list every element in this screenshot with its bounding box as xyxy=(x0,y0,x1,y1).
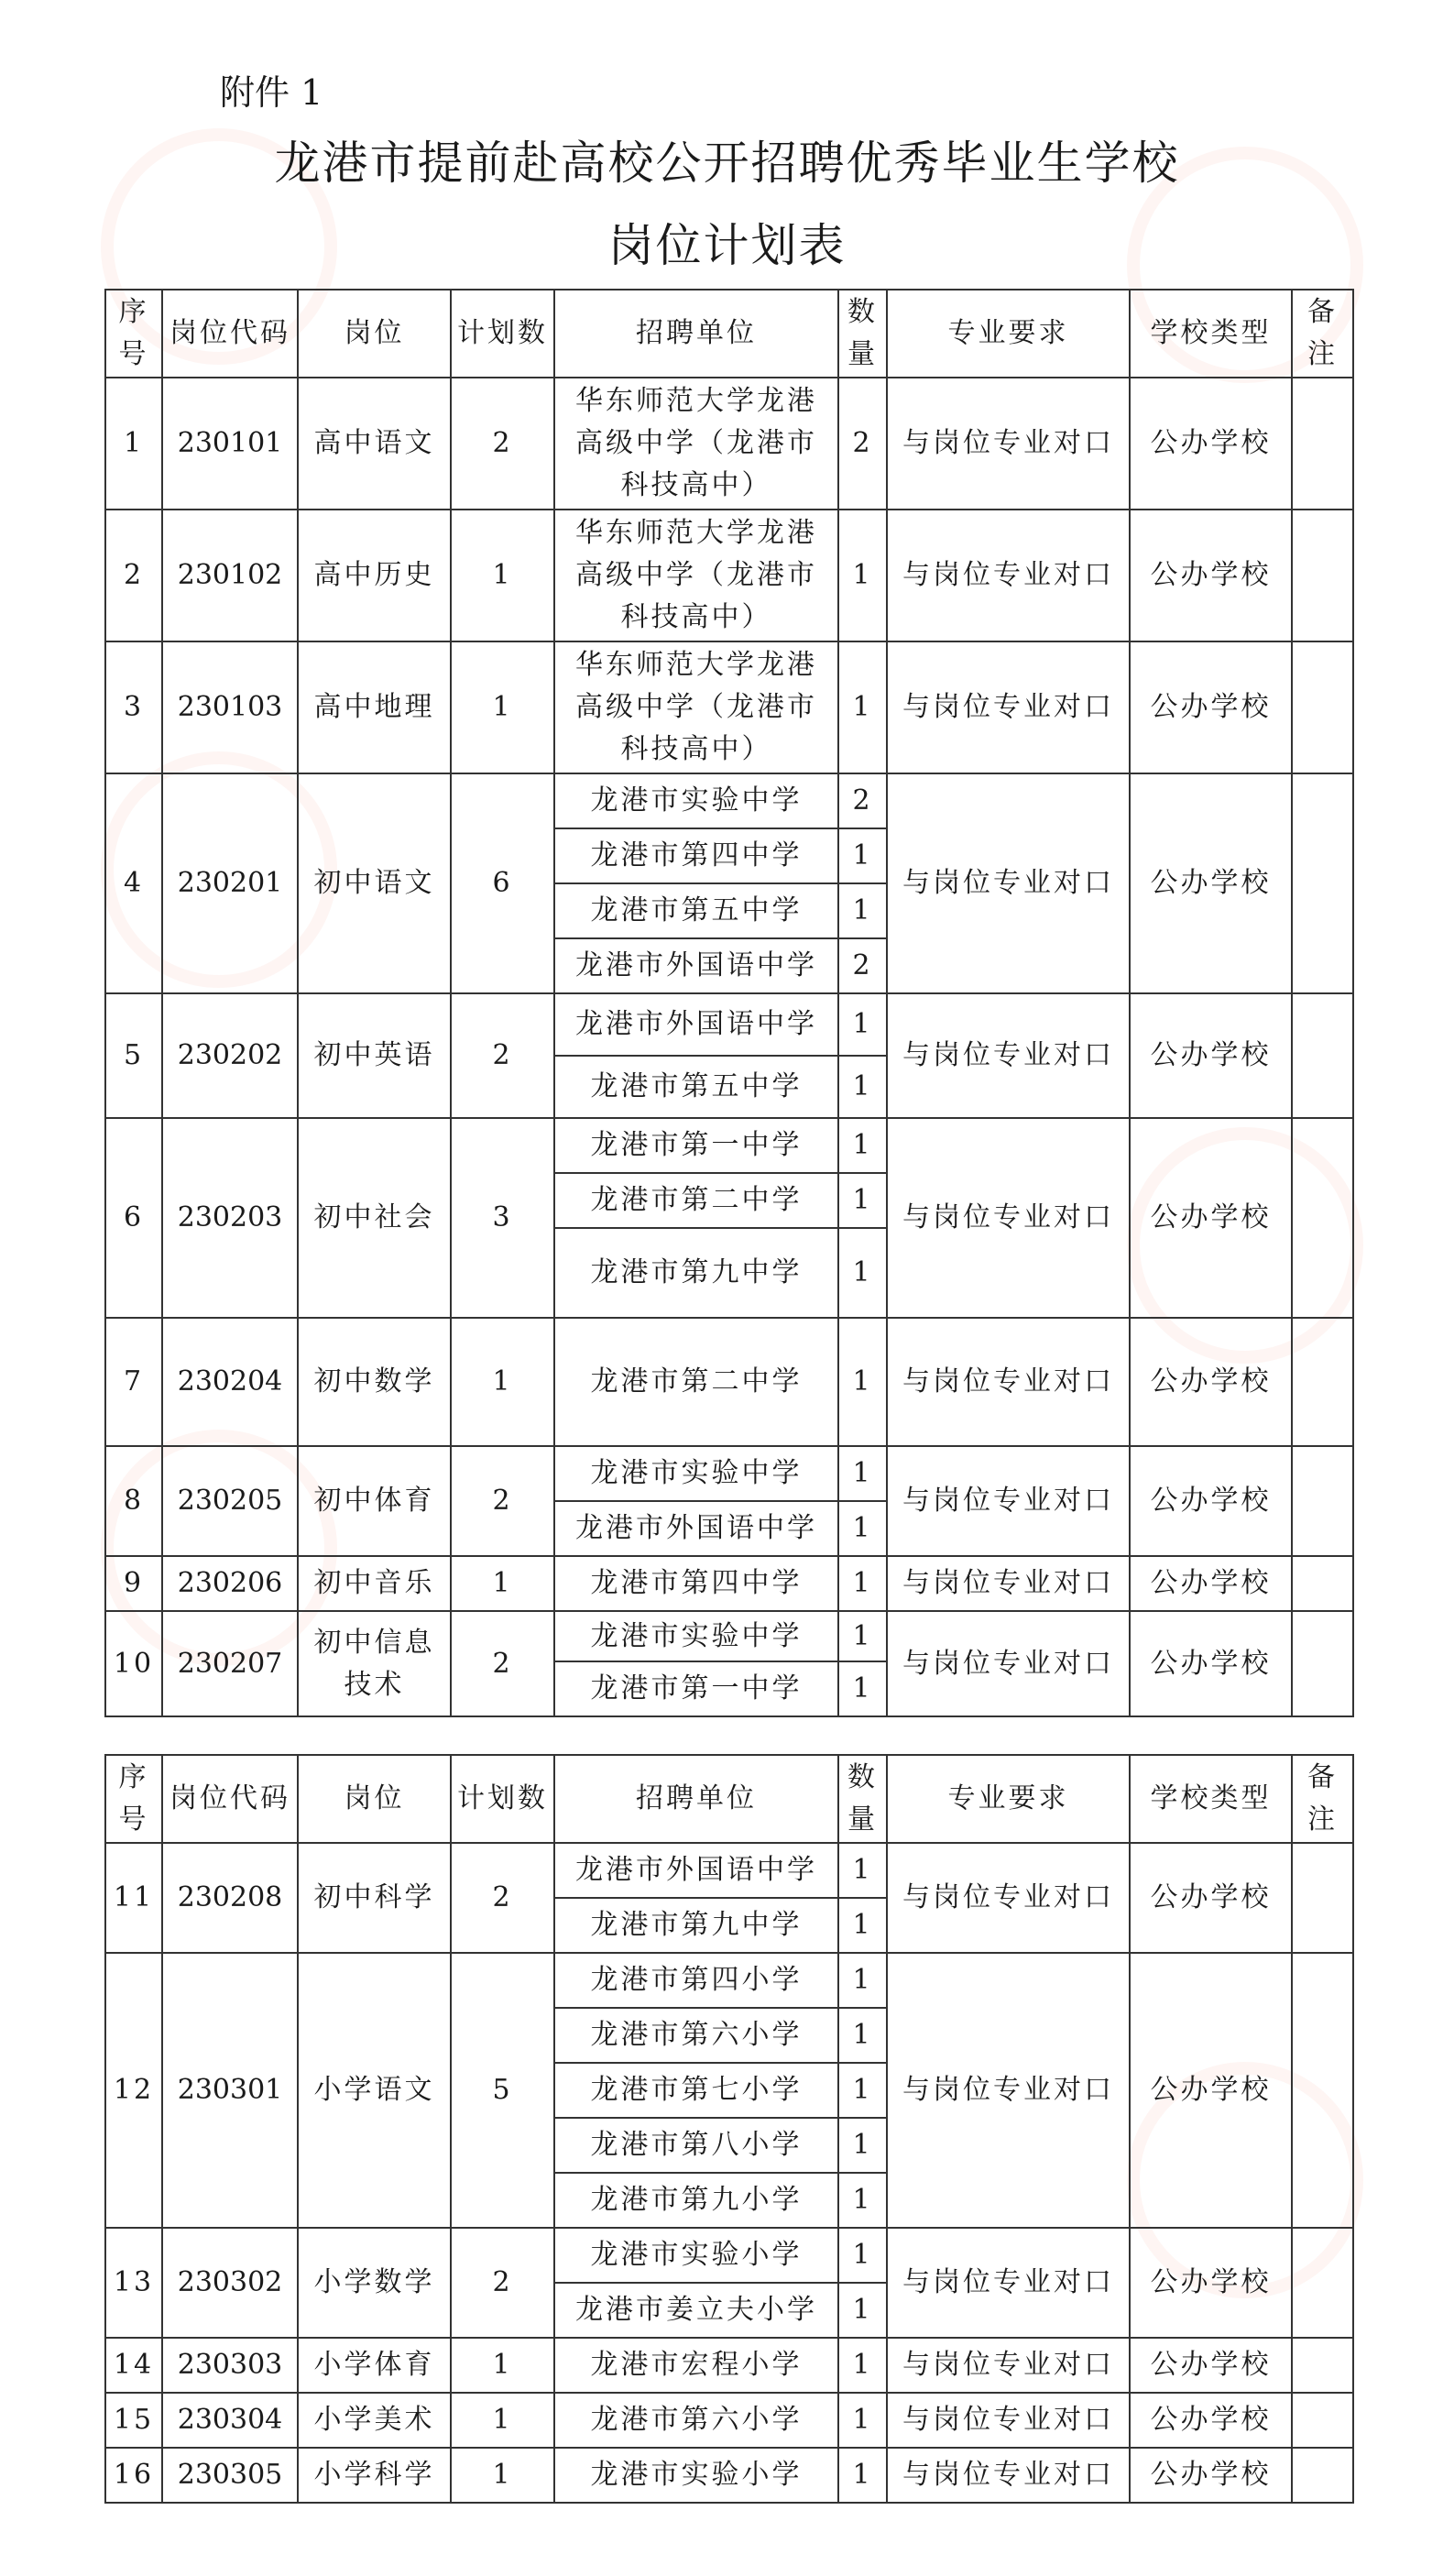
table-row xyxy=(105,993,1353,1056)
remarks-cell xyxy=(1292,641,1353,773)
school-type-cell: 公办学校 xyxy=(1130,2228,1292,2338)
plan-count-cell: 2 xyxy=(451,2228,554,2338)
column-header: 计划数 xyxy=(451,1755,554,1843)
major-requirement-cell: 与岗位专业对口 xyxy=(887,1446,1130,1556)
remarks-cell xyxy=(1292,1843,1353,1953)
table-row xyxy=(105,2393,1353,2448)
post-cell: 小学语文 xyxy=(298,1953,451,2228)
quantity-cell: 1 xyxy=(838,993,887,1056)
remarks-cell xyxy=(1292,1318,1353,1446)
post-code-cell: 230303 xyxy=(162,2338,298,2393)
school-type-cell: 公办学校 xyxy=(1130,773,1292,993)
recruiting-unit-cell: 龙港市实验小学 xyxy=(554,2448,838,2503)
recruiting-unit-cell: 龙港市外国语中学 xyxy=(554,1843,838,1898)
major-requirement-cell: 与岗位专业对口 xyxy=(887,510,1130,641)
recruiting-unit-cell: 龙港市外国语中学 xyxy=(554,938,838,993)
plan-count-cell: 1 xyxy=(451,1318,554,1446)
post-code-cell: 230302 xyxy=(162,2228,298,2338)
remarks-cell xyxy=(1292,378,1353,510)
plan-count-cell: 5 xyxy=(451,1953,554,2228)
column-header: 专业要求 xyxy=(887,1755,1130,1843)
recruiting-unit-cell: 龙港市实验中学 xyxy=(554,1611,838,1661)
school-type-cell: 公办学校 xyxy=(1130,1953,1292,2228)
serial-number-cell: 8 xyxy=(105,1446,162,1556)
school-type-cell: 公办学校 xyxy=(1130,378,1292,510)
table-row xyxy=(105,1611,1353,1661)
school-type-cell: 公办学校 xyxy=(1130,510,1292,641)
remarks-cell xyxy=(1292,1446,1353,1556)
quantity-cell: 1 xyxy=(838,1843,887,1898)
quantity-cell: 2 xyxy=(838,378,887,510)
quantity-cell: 2 xyxy=(838,773,887,828)
remarks-cell xyxy=(1292,773,1353,993)
quantity-cell: 1 xyxy=(838,2448,887,2503)
recruiting-unit-cell: 华东师范大学龙港高级中学（龙港市科技高中） xyxy=(554,378,838,510)
remarks-cell xyxy=(1292,993,1353,1118)
table-row xyxy=(105,1318,1353,1446)
post-code-cell: 230304 xyxy=(162,2393,298,2448)
column-header: 岗位 xyxy=(298,1755,451,1843)
recruiting-unit-cell: 龙港市实验中学 xyxy=(554,773,838,828)
plan-count-cell: 2 xyxy=(451,1611,554,1716)
table-row xyxy=(105,2228,1353,2283)
major-requirement-cell: 与岗位专业对口 xyxy=(887,641,1130,773)
recruiting-unit-cell: 龙港市外国语中学 xyxy=(554,993,838,1056)
remarks-cell xyxy=(1292,2228,1353,2338)
major-requirement-cell: 与岗位专业对口 xyxy=(887,2228,1130,2338)
plan-count-cell: 1 xyxy=(451,510,554,641)
plan-count-cell: 1 xyxy=(451,1556,554,1611)
post-code-cell: 230205 xyxy=(162,1446,298,1556)
plan-count-cell: 2 xyxy=(451,378,554,510)
post-cell: 初中音乐 xyxy=(298,1556,451,1611)
school-type-cell: 公办学校 xyxy=(1130,1318,1292,1446)
post-cell: 小学美术 xyxy=(298,2393,451,2448)
post-cell: 小学体育 xyxy=(298,2338,451,2393)
serial-number-cell: 12 xyxy=(105,1953,162,2228)
serial-number-cell: 1 xyxy=(105,378,162,510)
major-requirement-cell: 与岗位专业对口 xyxy=(887,2338,1130,2393)
post-cell: 小学科学 xyxy=(298,2448,451,2503)
serial-number-cell: 3 xyxy=(105,641,162,773)
column-header: 数量 xyxy=(838,290,887,378)
major-requirement-cell: 与岗位专业对口 xyxy=(887,1556,1130,1611)
quantity-cell: 1 xyxy=(838,2118,887,2173)
quantity-cell: 1 xyxy=(838,1228,887,1318)
post-cell: 高中历史 xyxy=(298,510,451,641)
recruiting-unit-cell: 龙港市第二中学 xyxy=(554,1318,838,1446)
post-code-cell: 230305 xyxy=(162,2448,298,2503)
column-header: 数量 xyxy=(838,1755,887,1843)
quantity-cell: 1 xyxy=(838,1118,887,1173)
major-requirement-cell: 与岗位专业对口 xyxy=(887,2448,1130,2503)
column-header: 备注 xyxy=(1292,290,1353,378)
post-cell: 初中数学 xyxy=(298,1318,451,1446)
quantity-cell: 1 xyxy=(838,1898,887,1953)
page-subtitle: 岗位计划表 xyxy=(607,219,847,272)
post-cell: 初中科学 xyxy=(298,1843,451,1953)
remarks-cell xyxy=(1292,510,1353,641)
column-header: 序号 xyxy=(105,290,162,378)
quantity-cell: 1 xyxy=(838,641,887,773)
serial-number-cell: 10 xyxy=(105,1611,162,1716)
serial-number-cell: 15 xyxy=(105,2393,162,2448)
column-header: 岗位代码 xyxy=(162,290,298,378)
table-row xyxy=(105,1556,1353,1611)
column-header: 学校类型 xyxy=(1130,1755,1292,1843)
quantity-cell: 1 xyxy=(838,2393,887,2448)
school-type-cell: 公办学校 xyxy=(1130,1118,1292,1318)
school-type-cell: 公办学校 xyxy=(1130,2393,1292,2448)
post-code-cell: 230207 xyxy=(162,1611,298,1716)
serial-number-cell: 5 xyxy=(105,993,162,1118)
major-requirement-cell: 与岗位专业对口 xyxy=(887,993,1130,1118)
table-row xyxy=(105,378,1353,510)
serial-number-cell: 9 xyxy=(105,1556,162,1611)
recruiting-unit-cell: 龙港市第四中学 xyxy=(554,1556,838,1611)
remarks-cell xyxy=(1292,1953,1353,2228)
table-row xyxy=(105,1118,1353,1173)
major-requirement-cell: 与岗位专业对口 xyxy=(887,773,1130,993)
serial-number-cell: 16 xyxy=(105,2448,162,2503)
post-code-cell: 230301 xyxy=(162,1953,298,2228)
plan-count-cell: 1 xyxy=(451,2338,554,2393)
column-header: 序号 xyxy=(105,1755,162,1843)
recruiting-unit-cell: 龙港市实验小学 xyxy=(554,2228,838,2283)
major-requirement-cell: 与岗位专业对口 xyxy=(887,2393,1130,2448)
post-code-cell: 230102 xyxy=(162,510,298,641)
school-type-cell: 公办学校 xyxy=(1130,2448,1292,2503)
column-header: 专业要求 xyxy=(887,290,1130,378)
plan-count-cell: 1 xyxy=(451,641,554,773)
serial-number-cell: 2 xyxy=(105,510,162,641)
column-header: 招聘单位 xyxy=(554,1755,838,1843)
recruiting-unit-cell: 龙港市外国语中学 xyxy=(554,1501,838,1556)
recruiting-unit-cell: 龙港市姜立夫小学 xyxy=(554,2283,838,2338)
school-type-cell: 公办学校 xyxy=(1130,2338,1292,2393)
school-type-cell: 公办学校 xyxy=(1130,993,1292,1118)
serial-number-cell: 4 xyxy=(105,773,162,993)
remarks-cell xyxy=(1292,1118,1353,1318)
major-requirement-cell: 与岗位专业对口 xyxy=(887,1118,1130,1318)
recruiting-unit-cell: 龙港市第一中学 xyxy=(554,1661,838,1716)
recruiting-unit-cell: 龙港市第七小学 xyxy=(554,2063,838,2118)
post-cell: 初中英语 xyxy=(298,993,451,1118)
quantity-cell: 1 xyxy=(838,1953,887,2008)
recruiting-unit-cell: 龙港市第九小学 xyxy=(554,2173,838,2228)
serial-number-cell: 13 xyxy=(105,2228,162,2338)
post-cell: 高中语文 xyxy=(298,378,451,510)
major-requirement-cell: 与岗位专业对口 xyxy=(887,1843,1130,1953)
plan-count-cell: 3 xyxy=(451,1118,554,1318)
table-row xyxy=(105,510,1353,641)
recruiting-unit-cell: 龙港市宏程小学 xyxy=(554,2338,838,2393)
major-requirement-cell: 与岗位专业对口 xyxy=(887,1953,1130,2228)
plan-count-cell: 1 xyxy=(451,2393,554,2448)
school-type-cell: 公办学校 xyxy=(1130,1611,1292,1716)
table-row xyxy=(105,1843,1353,1898)
remarks-cell xyxy=(1292,2393,1353,2448)
post-code-cell: 230103 xyxy=(162,641,298,773)
quantity-cell: 1 xyxy=(838,2008,887,2063)
quantity-cell: 1 xyxy=(838,1611,887,1661)
quantity-cell: 1 xyxy=(838,828,887,883)
table-row xyxy=(105,2338,1353,2393)
quantity-cell: 2 xyxy=(838,938,887,993)
remarks-cell xyxy=(1292,2338,1353,2393)
quantity-cell: 1 xyxy=(838,1556,887,1611)
quantity-cell: 1 xyxy=(838,2228,887,2283)
quantity-cell: 1 xyxy=(838,1661,887,1716)
table-row xyxy=(105,1446,1353,1501)
recruiting-unit-cell: 龙港市第九中学 xyxy=(554,1228,838,1318)
major-requirement-cell: 与岗位专业对口 xyxy=(887,1318,1130,1446)
recruiting-unit-cell: 龙港市第五中学 xyxy=(554,883,838,938)
plan-count-cell: 1 xyxy=(451,2448,554,2503)
post-cell: 初中语文 xyxy=(298,773,451,993)
page-title: 龙港市提前赴高校公开招聘优秀毕业生学校 xyxy=(274,137,1180,190)
post-cell: 小学数学 xyxy=(298,2228,451,2338)
remarks-cell xyxy=(1292,1556,1353,1611)
plan-count-cell: 6 xyxy=(451,773,554,993)
recruiting-unit-cell: 龙港市第四小学 xyxy=(554,1953,838,2008)
serial-number-cell: 6 xyxy=(105,1118,162,1318)
recruiting-unit-cell: 龙港市第八小学 xyxy=(554,2118,838,2173)
post-code-cell: 230203 xyxy=(162,1118,298,1318)
quantity-cell: 1 xyxy=(838,1446,887,1501)
quantity-cell: 1 xyxy=(838,2173,887,2228)
school-type-cell: 公办学校 xyxy=(1130,1446,1292,1556)
column-header: 招聘单位 xyxy=(554,290,838,378)
remarks-cell xyxy=(1292,2448,1353,2503)
post-cell: 初中信息技术 xyxy=(298,1611,451,1716)
quantity-cell: 1 xyxy=(838,2338,887,2393)
plan-table-page-1 xyxy=(104,289,1354,1717)
post-cell: 初中体育 xyxy=(298,1446,451,1556)
column-header: 岗位 xyxy=(298,290,451,378)
school-type-cell: 公办学校 xyxy=(1130,641,1292,773)
remarks-cell xyxy=(1292,1611,1353,1716)
post-code-cell: 230101 xyxy=(162,378,298,510)
post-code-cell: 230202 xyxy=(162,993,298,1118)
recruiting-unit-cell: 龙港市第一中学 xyxy=(554,1118,838,1173)
plan-count-cell: 2 xyxy=(451,1843,554,1953)
plan-table-page-2 xyxy=(104,1754,1354,2504)
post-cell: 高中地理 xyxy=(298,641,451,773)
school-type-cell: 公办学校 xyxy=(1130,1843,1292,1953)
table-row xyxy=(105,2448,1353,2503)
table-row xyxy=(105,773,1353,828)
post-code-cell: 230206 xyxy=(162,1556,298,1611)
quantity-cell: 1 xyxy=(838,510,887,641)
serial-number-cell: 14 xyxy=(105,2338,162,2393)
quantity-cell: 1 xyxy=(838,1501,887,1556)
recruiting-unit-cell: 龙港市第六小学 xyxy=(554,2008,838,2063)
column-header: 学校类型 xyxy=(1130,290,1292,378)
attachment-label: 附件 1 xyxy=(220,72,323,113)
post-code-cell: 230204 xyxy=(162,1318,298,1446)
quantity-cell: 1 xyxy=(838,1056,887,1118)
column-header: 备注 xyxy=(1292,1755,1353,1843)
major-requirement-cell: 与岗位专业对口 xyxy=(887,1611,1130,1716)
quantity-cell: 1 xyxy=(838,1318,887,1446)
plan-count-cell: 2 xyxy=(451,1446,554,1556)
recruiting-unit-cell: 华东师范大学龙港高级中学（龙港市科技高中） xyxy=(554,510,838,641)
recruiting-unit-cell: 龙港市第五中学 xyxy=(554,1056,838,1118)
recruiting-unit-cell: 龙港市第二中学 xyxy=(554,1173,838,1228)
recruiting-unit-cell: 龙港市第六小学 xyxy=(554,2393,838,2448)
major-requirement-cell: 与岗位专业对口 xyxy=(887,378,1130,510)
table-row xyxy=(105,641,1353,773)
serial-number-cell: 11 xyxy=(105,1843,162,1953)
table-row xyxy=(105,1953,1353,2008)
column-header: 计划数 xyxy=(451,290,554,378)
quantity-cell: 1 xyxy=(838,883,887,938)
recruiting-unit-cell: 龙港市第九中学 xyxy=(554,1898,838,1953)
plan-count-cell: 2 xyxy=(451,993,554,1118)
school-type-cell: 公办学校 xyxy=(1130,1556,1292,1611)
recruiting-unit-cell: 龙港市第四中学 xyxy=(554,828,838,883)
post-code-cell: 230201 xyxy=(162,773,298,993)
quantity-cell: 1 xyxy=(838,2063,887,2118)
recruiting-unit-cell: 龙港市实验中学 xyxy=(554,1446,838,1501)
post-cell: 初中社会 xyxy=(298,1118,451,1318)
column-header: 岗位代码 xyxy=(162,1755,298,1843)
recruiting-unit-cell: 华东师范大学龙港高级中学（龙港市科技高中） xyxy=(554,641,838,773)
serial-number-cell: 7 xyxy=(105,1318,162,1446)
quantity-cell: 1 xyxy=(838,1173,887,1228)
post-code-cell: 230208 xyxy=(162,1843,298,1953)
quantity-cell: 1 xyxy=(838,2283,887,2338)
